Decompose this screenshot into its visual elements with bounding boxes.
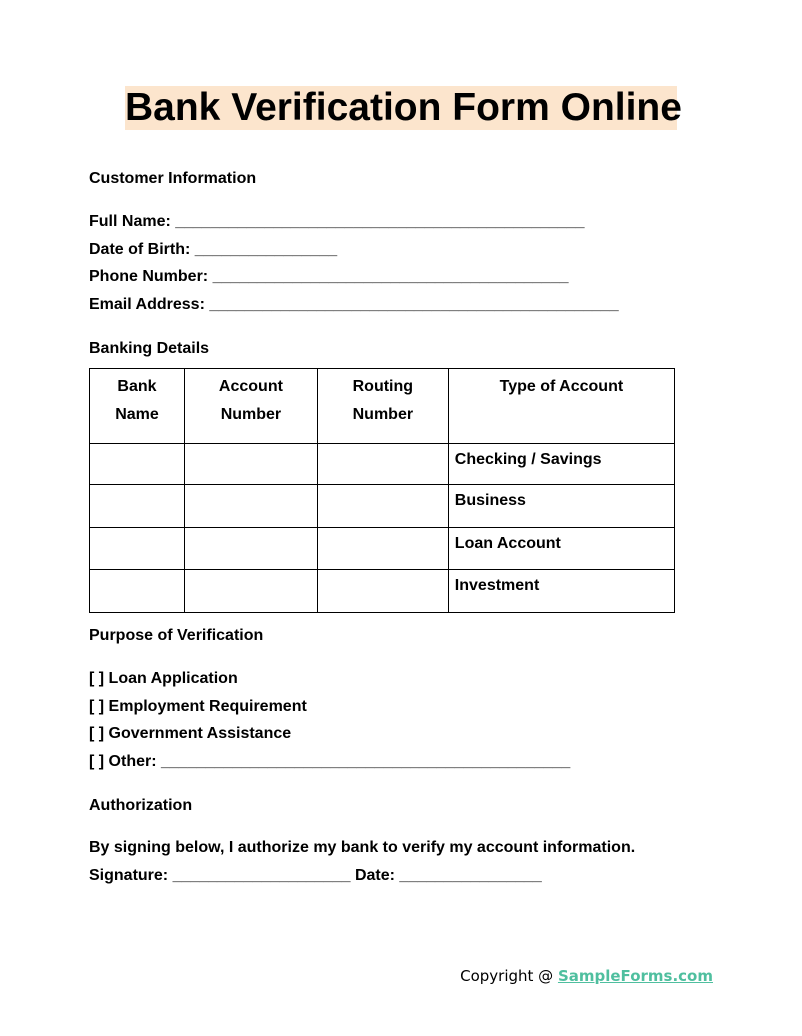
purpose-heading: Purpose of Verification bbox=[89, 627, 264, 644]
bank-name-cell[interactable] bbox=[90, 485, 185, 528]
banking-details-heading: Banking Details bbox=[89, 340, 210, 357]
purpose-option-employment[interactable]: [ ] Employment Requirement bbox=[89, 698, 307, 715]
authorization-statement: By signing below, I authorize my bank to verify my account information. bbox=[89, 839, 636, 856]
bank-name-header: Bank Name bbox=[90, 369, 185, 444]
copyright-prefix: Copyright @ bbox=[460, 967, 558, 985]
table-row bbox=[90, 485, 675, 528]
account-number-cell[interactable] bbox=[184, 528, 317, 570]
account-type-cell: Loan Account bbox=[448, 528, 674, 570]
account-number-cell[interactable] bbox=[184, 485, 317, 528]
sampleforms-link[interactable]: SampleForms.com bbox=[557, 967, 713, 985]
table-row bbox=[90, 570, 675, 613]
routing-number-cell[interactable] bbox=[317, 528, 448, 570]
routing-number-cell[interactable] bbox=[317, 444, 448, 485]
account-number-header: Account Number bbox=[184, 369, 317, 444]
purpose-option-government[interactable]: [ ] Government Assistance bbox=[89, 725, 292, 742]
account-number-cell[interactable] bbox=[184, 570, 317, 613]
routing-number-cell[interactable] bbox=[317, 485, 448, 528]
account-type-cell: Checking / Savings bbox=[448, 444, 674, 485]
bank-name-cell[interactable] bbox=[90, 570, 185, 613]
date-of-birth-field[interactable]: Date of Birth: ________________ bbox=[89, 241, 338, 258]
table-header-row bbox=[90, 369, 675, 444]
page-title: Bank Verification Form Online bbox=[125, 86, 682, 129]
account-type-cell: Investment bbox=[448, 570, 674, 613]
phone-number-field[interactable]: Phone Number: ________________________________________ bbox=[89, 268, 569, 285]
customer-info-heading: Customer Information bbox=[89, 170, 257, 187]
routing-number-cell[interactable] bbox=[317, 570, 448, 613]
account-type-cell: Business bbox=[448, 485, 674, 528]
bank-name-cell[interactable] bbox=[90, 444, 185, 485]
copyright-notice bbox=[460, 967, 713, 985]
account-number-cell[interactable] bbox=[184, 444, 317, 485]
email-address-field[interactable]: Email Address: ______________________________________________ bbox=[89, 296, 619, 313]
type-of-account-header: Type of Account bbox=[448, 369, 674, 444]
purpose-option-other[interactable]: [ ] Other: ______________________________________________ bbox=[89, 753, 571, 770]
routing-number-header: Routing Number bbox=[317, 369, 448, 444]
signature-date-field[interactable]: Signature: ____________________ Date: ________________ bbox=[89, 867, 542, 884]
banking-details-table bbox=[89, 368, 675, 613]
table-row bbox=[90, 528, 675, 570]
purpose-option-loan-application[interactable]: [ ] Loan Application bbox=[89, 670, 238, 687]
bank-name-cell[interactable] bbox=[90, 528, 185, 570]
authorization-heading: Authorization bbox=[89, 797, 193, 814]
full-name-field[interactable]: Full Name: ______________________________________________ bbox=[89, 213, 585, 230]
table-row bbox=[90, 444, 675, 485]
